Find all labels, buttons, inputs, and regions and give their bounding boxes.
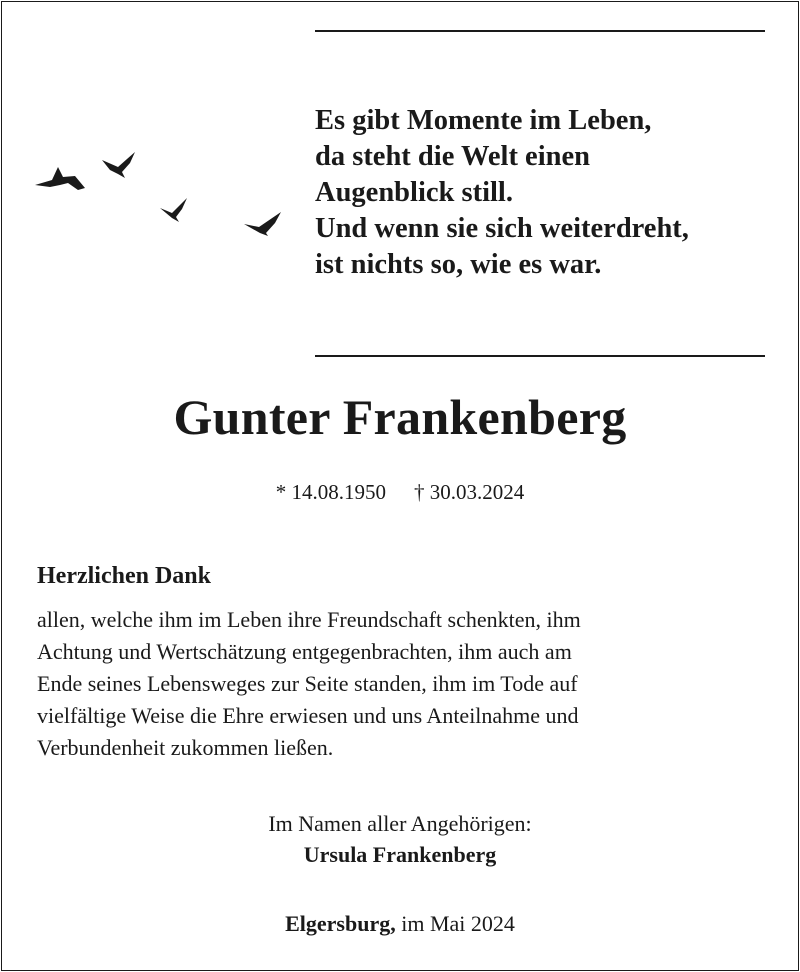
- thanks-line: Ende seines Lebensweges zur Seite standen, ihm im Tode auf: [37, 671, 578, 696]
- closing-intro: Im Namen aller Angehörigen:: [268, 811, 532, 836]
- life-dates: [0, 478, 800, 506]
- poem-line: da steht die Welt einen: [315, 141, 590, 172]
- thanks-line: vielfältige Weise die Ehre erwiesen und uns Anteilnahme und: [37, 703, 579, 728]
- bird-icon: [160, 198, 187, 222]
- thanks-line: Achtung und Wertschätzung entgegenbrachten, ihm auch am: [37, 639, 572, 664]
- place-date: im Mai 2024: [395, 911, 515, 936]
- closing-block: [0, 808, 800, 870]
- poem-line: Es gibt Momente im Leben,: [315, 105, 652, 136]
- bottom-divider: [315, 355, 765, 357]
- poem-line: Augenblick still.: [315, 177, 513, 208]
- thanks-line: Verbundenheit zukommen ließen.: [37, 735, 334, 760]
- thanks-line: allen, welche ihm im Leben ihre Freundschaft schenkten, ihm: [37, 607, 581, 632]
- bird-icon: [244, 212, 281, 236]
- place-and-date: [0, 908, 800, 939]
- thanks-text: [37, 604, 777, 764]
- poem-line: ist nichts so, wie es war.: [315, 249, 602, 280]
- top-divider: [315, 30, 765, 32]
- poem-line: Und wenn sie sich weiterdreht,: [315, 213, 689, 244]
- bird-icon: [35, 167, 85, 190]
- deceased-name: Gunter Frankenberg: [173, 389, 627, 445]
- birth-date: * 14.08.1950: [275, 480, 386, 504]
- signer-name: Ursula Frankenberg: [303, 842, 497, 867]
- poem: [315, 103, 785, 283]
- flying-birds-icon: [30, 145, 290, 245]
- bird-icon: [102, 152, 135, 178]
- thanks-heading: Herzlichen Dank: [37, 563, 211, 589]
- death-date: † 30.03.2024: [414, 480, 525, 504]
- place-town: Elgersburg,: [285, 911, 396, 936]
